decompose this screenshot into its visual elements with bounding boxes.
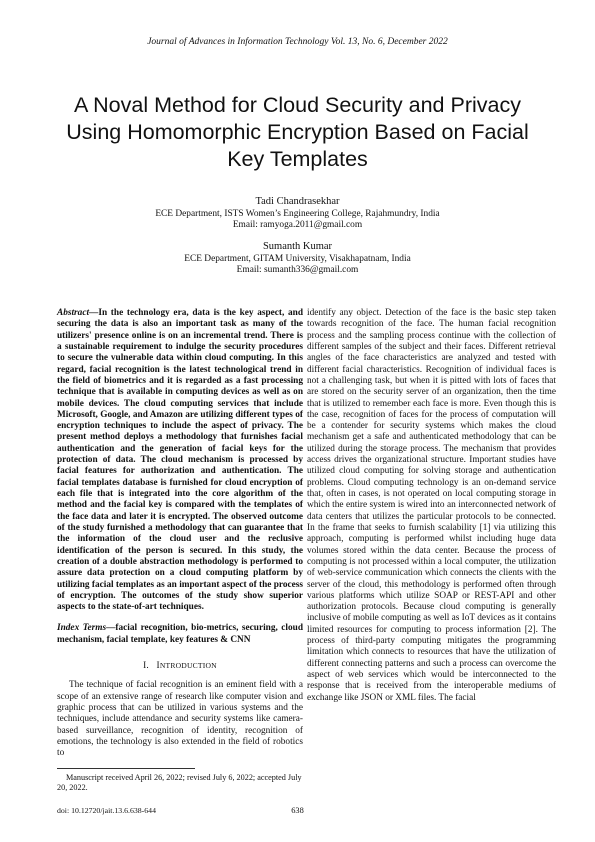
index-terms-text: —facial recognition, bio-metrics, securing, cloud mechanism, facial template, key features & CNN <box>57 623 303 645</box>
footnote-divider <box>57 768 195 769</box>
body-paragraph: identify any object. Detection of the face is the basic step taken towards recognition of the face. The human facial recognition process and the sampling process continue with the collection of different samples of the subject and their faces. Different retrieval angles of the face characteristics are analyzed and tested with different facial characteristics. Recognition of individual faces is not a challenging task, but when it is pitted with lots of faces that are stored on the security server of an organization, then the time that is utilized to remember each face is more. Even though this is the case, recognition of faces for the process of computation will be a contender for security systems which makes the cloud mechanism get a safe and authenticated methodology that can be utilized during the storage process. The mechanism that provides access drives the organizational structure. Important studies have utilized cloud computing for solving storage and authentication problems. Cloud computing technology is an on-demand service that, often in cases, is not operated on local computing storage in which the entire system is wired into an interconnected network of data centers that utilizes the particular protocols to be connected. In the frame that seeks to furnish scalability [1] via utilizing this approach, computing is performed whilst including huge data volumes stored within the data center. Because the process of computing is not processed within a local computer, the utilization of web-service communication which connects the clients with the server of the cloud, this methodology is performed often through various platforms which utilize SOAP or REST-API and other authorization protocols. Because cloud computing is generally inclusive of mobile computing as well as IoT devices as it contains limited resources for computing to process information [2]. The process of third-party computing mitigates the programming limitation which connects to resources that have the utilization of different connecting patterns and such a process can overcome the aspect of web services which would be interconnected to the response that is received from the interoperable mediums of exchange like JSON or XML files. The facial <box>307 308 556 703</box>
section-title-initial: I <box>156 661 160 672</box>
author-affiliation: ECE Department, GITAM University, Visakhapatnam, India <box>184 254 411 265</box>
author-name: Sumanth Kumar <box>262 241 333 252</box>
author-email: Email: sumanth336@gmail.com <box>236 265 359 276</box>
abstract-label: Abstract <box>57 308 90 318</box>
author-affiliation: ECE Department, ISTS Women’s Engineering College, Rajahmundry, India <box>155 209 440 220</box>
author-name: Tadi Chandrasekhar <box>255 196 340 207</box>
manuscript-footnote: Manuscript received April 26, 2022; revised July 6, 2022; accepted July 20, 2022. <box>57 773 302 792</box>
author-block-2 <box>60 241 535 277</box>
abstract-text: —In the technology era, data is the key aspect, and securing the data is also an important task as many of the utilizers' presence online is on an incremental trend. There is a sustainable requirement to indulge the security procedures to secure the vulnerable data within cloud computing. In this regard, facial recognition is the latest technological trend in the field of biometrics and it is regarded as a fast processing technique that is available in computing devices as well as on mobile devices. The cloud computing services that include Microsoft, Google, and Amazon are utilizing different types of encryption techniques to include the aspect of privacy. The present method deploys a methodology that furnishes facial authentication and the generation of facial keys for the protection of data. The cloud mechanism is processed by facial features for authorization and authentication. The facial templates database is furnished for cloud encryption of each file that is integrated into the core algorithm of the method and the facial key is compared with the templates of the face data and later it is encrypted. The observed outcome of the study furnished a methodology that can guarantee that the information of the cloud user and the reclusive identification of the person is secured. In this study, the creation of a double abstraction methodology is performed to assure data protection on a cloud computing platform by utilizing facial templates as an important aspect of the process of encryption. The outcomes of the study show superior aspects to the state-of-art techniques. <box>57 308 303 613</box>
section-number: I. <box>143 661 149 672</box>
section-heading <box>57 660 303 672</box>
author-email: Email: ramyoga.2011@gmail.com <box>232 220 363 231</box>
page-number: 638 <box>291 806 304 815</box>
left-column <box>57 308 303 760</box>
index-terms-label: Index Terms <box>57 623 107 634</box>
section-title-rest: NTRODUCTION <box>159 661 217 671</box>
paper-title: A Noval Method for Cloud Security and Privacy Using Homomorphic Encryption Based on Facial Key Templates <box>66 93 529 171</box>
doi-label: doi: 10.12720/jait.13.6.638-644 <box>57 806 156 815</box>
intro-paragraph: The technique of facial recognition is an eminent field with a scope of an extensive range of research like computer vision and graphic process that can be utilized in various systems and the techniques, include attendance and security systems like camera-based surveillance, recognition of identity, recognition of emotions, the technology is also extended in the field of robotics to <box>57 680 303 759</box>
index-terms <box>57 623 303 646</box>
right-column <box>307 308 556 704</box>
abstract <box>57 308 303 613</box>
author-block-1 <box>60 196 535 232</box>
journal-header: Journal of Advances in Information Technology Vol. 13, No. 6, December 2022 <box>147 37 448 47</box>
